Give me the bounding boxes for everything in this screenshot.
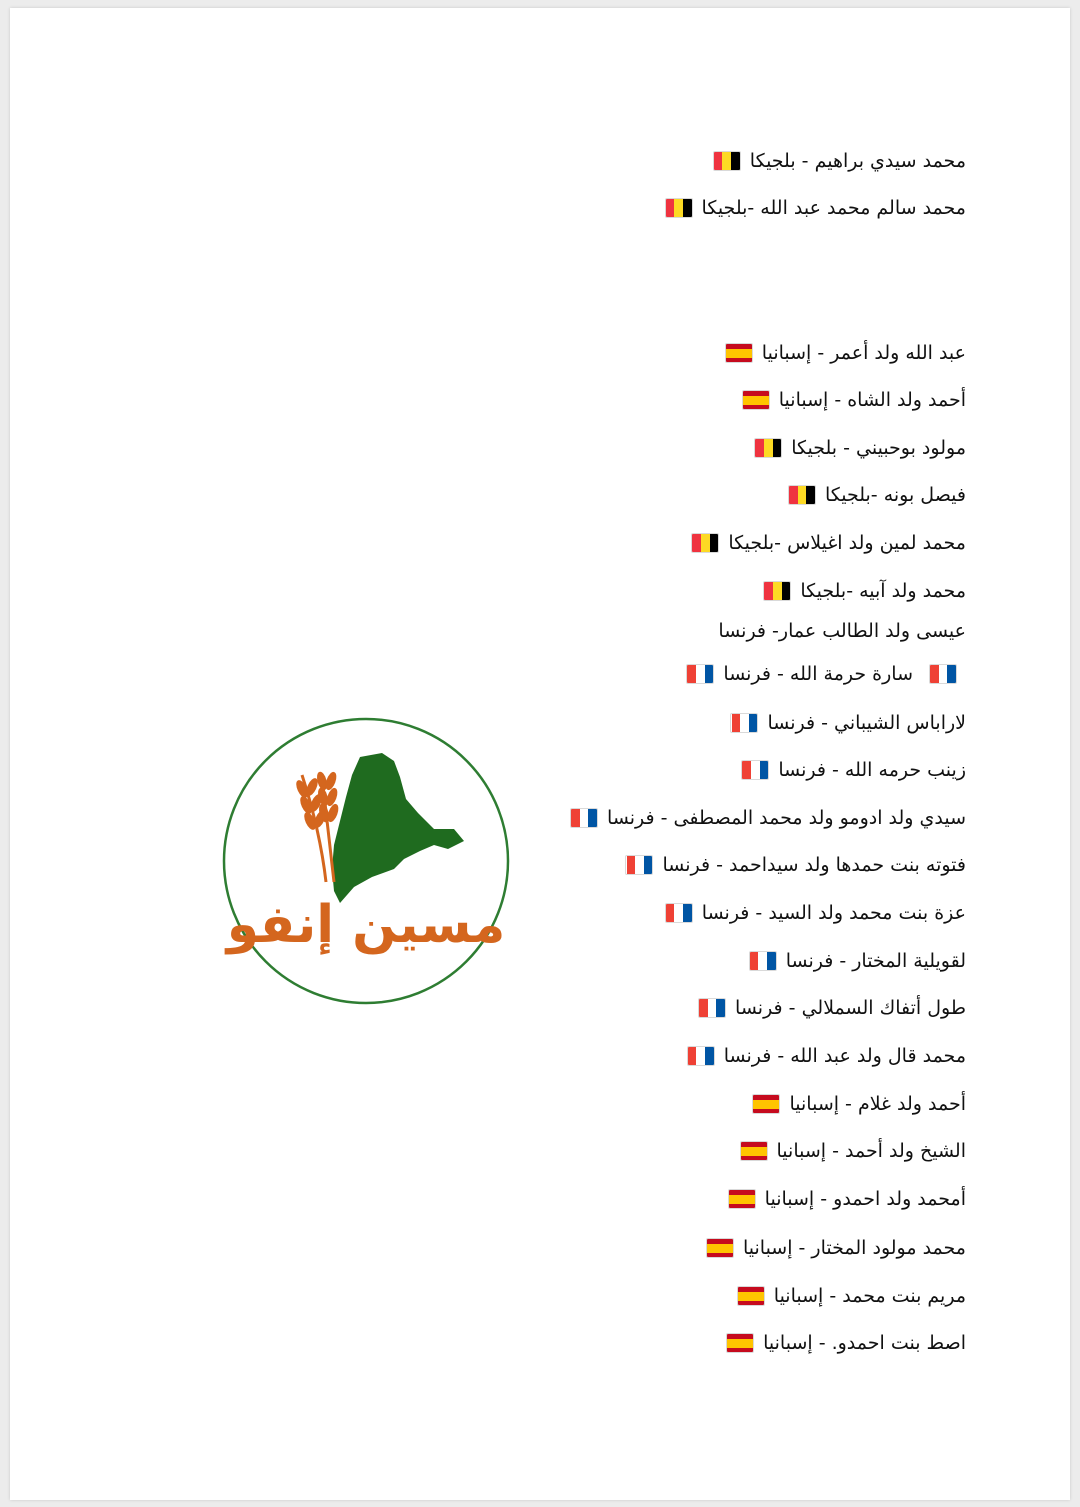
france-flag-icon <box>686 664 714 684</box>
list-item: سيدي ولد ادومو ولد محمد المصطفى - فرنسا <box>561 805 966 831</box>
list-item: عيسى ولد الطالب عمار- فرنسا <box>718 620 966 642</box>
logo-circle <box>222 717 510 1005</box>
france-flag-icon <box>570 808 598 828</box>
list-item: الشيخ ولد أحمد - إسبانيا <box>731 1138 966 1164</box>
list-item: فيصل بونه -بلجيكا <box>779 482 966 508</box>
france-flag-icon <box>741 760 769 780</box>
spain-flag-icon <box>728 1189 756 1209</box>
list-item: فتوته بنت حمدها ولد سيداحمد - فرنسا <box>616 852 966 878</box>
list-item: محمد قال ولد عبد الله - فرنسا <box>678 1043 966 1069</box>
spain-flag-icon <box>737 1286 765 1306</box>
spain-flag-icon <box>752 1094 780 1114</box>
spain-flag-icon <box>725 343 753 363</box>
list-item: لاراباس الشيباني - فرنسا <box>721 710 966 736</box>
france-flag-icon <box>730 713 758 733</box>
list-item: اصط بنت احمدو. - إسبانيا <box>717 1330 966 1356</box>
list-item: عزة بنت محمد ولد السيد - فرنسا <box>656 900 966 926</box>
belgium-flag-icon <box>754 438 782 458</box>
list-item: محمد ولد آبيه -بلجيكا <box>754 578 966 604</box>
list-item: أحمد ولد غلام - إسبانيا <box>743 1091 966 1117</box>
france-flag-icon <box>698 998 726 1018</box>
list-item: مريم بنت محمد - إسبانيا <box>728 1283 966 1309</box>
list-item: أمحمد ولد احمدو - إسبانيا <box>719 1186 966 1212</box>
belgium-flag-icon <box>691 533 719 553</box>
list-item: زينب حرمه الله - فرنسا <box>732 757 966 783</box>
list-item: مولود بوحبيني - بلجيكا <box>745 435 966 461</box>
belgium-flag-icon <box>763 581 791 601</box>
list-item: عبد الله ولد أعمر - إسبانيا <box>716 340 966 366</box>
logo <box>222 717 510 1005</box>
list-item: لقويلية المختار - فرنسا <box>740 948 966 974</box>
spain-flag-icon <box>706 1238 734 1258</box>
list-item: أحمد ولد الشاه - إسبانيا <box>733 387 966 413</box>
document-page <box>10 8 1070 1500</box>
list-item: محمد مولود المختار - إسبانيا <box>697 1235 966 1261</box>
spain-flag-icon <box>742 390 770 410</box>
spain-flag-icon <box>740 1141 768 1161</box>
belgium-flag-icon <box>665 198 693 218</box>
belgium-flag-icon <box>713 151 741 171</box>
list-item: محمد سالم محمد عبد الله -بلجيكا <box>656 195 966 221</box>
france-flag-icon <box>687 1046 715 1066</box>
france-flag-icon <box>625 855 653 875</box>
logo-text: مسين إنفو <box>226 895 506 955</box>
belgium-flag-icon <box>788 485 816 505</box>
list-item: محمد لمين ولد اغيلاس -بلجيكا <box>682 530 966 556</box>
france-flag-icon <box>929 664 957 684</box>
list-item: محمد سيدي براهيم - بلجيكا <box>704 148 966 174</box>
list-item: طول أتفاك السملالي - فرنسا <box>689 995 966 1021</box>
france-flag-icon <box>665 903 693 923</box>
spain-flag-icon <box>726 1333 754 1353</box>
list-item: سارة حرمة الله - فرنسا <box>677 661 966 687</box>
france-flag-icon <box>749 951 777 971</box>
